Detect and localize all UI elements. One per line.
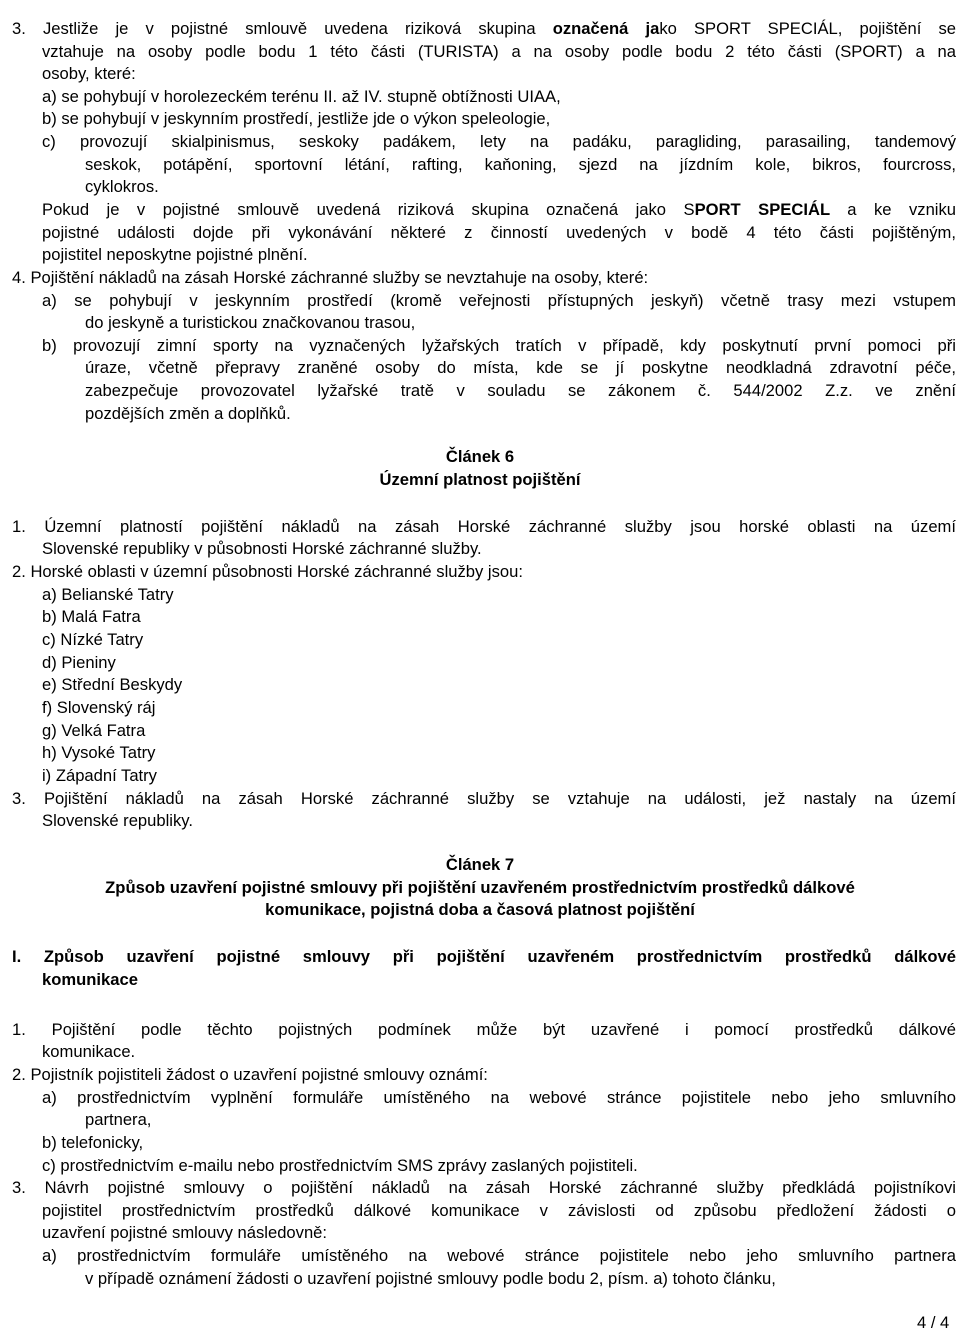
text-line: 3. Jestliže je v pojistné smlouvě uvedena riziková skupina označená jako SPORT SPECIÁL, pojištění se: [12, 19, 956, 38]
text-line: pojistné události dojde při vykonávání některé z činností uvedených v bodě 4 této části pojištěným,: [42, 223, 956, 242]
text-line: a) Belianské Tatry: [42, 585, 174, 604]
text-line: zabezpečuje provozovatel lyžařské tratě v souladu se zákonem č. 544/2002 Z.z. ve znění: [85, 381, 956, 400]
text-line: a) prostřednictvím formuláře umístěného na webové stránce pojistitele nebo jeho smluvního partnera: [42, 1246, 956, 1265]
page-number: 4 / 4: [917, 1313, 950, 1332]
text-line: Pokud je v pojistné smlouvě uvedená riziková skupina označená jako SPORT SPECIÁL a ke vzniku: [42, 200, 957, 219]
text-line: seskok, potápění, sportovní létání, rafting, kaňoning, sjezd na jízdním kole, bikros, fourcross,: [85, 155, 956, 174]
bold-text: Článek 7: [445, 855, 515, 874]
text-line: vztahuje na osoby podle bodu 1 této části (TURISTA) a na osoby podle bodu 2 této části (SPORT) a na: [42, 42, 956, 61]
text-line: 1. Územní platností pojištění nákladů na zásah Horské záchranné služby jsou horské oblasti na území: [12, 517, 956, 536]
bold-text: označená ja: [535, 19, 660, 38]
text-line: e) Střední Beskydy: [42, 675, 183, 694]
section-heading-line: [0, 899, 960, 922]
bold-text: Článek 6: [445, 447, 515, 466]
section-heading-line: [0, 854, 960, 877]
text-line: c) Nízké Tatry: [42, 630, 144, 649]
text-line: b) Malá Fatra: [42, 607, 141, 626]
text-line: pozdějších změn a doplňků.: [85, 404, 291, 423]
text-line: pojistitel prostřednictvím prostředků dálkové komunikace v závislosti od způsobu předložení žádosti o: [42, 1201, 956, 1220]
bold-text: komunikace, pojistná doba a časová platnost pojištění: [265, 900, 695, 919]
text-line: 3. Návrh pojistné smlouvy o pojištění nákladů na zásah Horské záchranné služby předkládá pojistníkovi: [12, 1178, 956, 1197]
text-line: [42, 969, 138, 992]
text-line: Slovenské republiky.: [42, 811, 193, 830]
text-line: c) prostřednictvím e-mailu nebo prostřednictvím SMS zprávy zaslaných pojistiteli.: [42, 1156, 638, 1175]
text-line: komunikace.: [42, 1042, 136, 1061]
text-line: f) Slovenský ráj: [42, 698, 156, 717]
text-line: 4. Pojištění nákladů na zásah Horské záchranné služby se nevztahuje na osoby, které:: [12, 268, 649, 287]
text-line: úraze, včetně přepravy zraněné osoby do místa, kde se jí poskytne neodkladná zdravotní péče,: [85, 358, 956, 377]
text-line: b) provozují zimní sporty na vyznačených lyžařských tratích v případě, kdy poskytnutí první pomoci při: [42, 336, 956, 355]
text-line: pojistitel neposkytne pojistné plnění.: [42, 245, 308, 264]
text-line: b) telefonicky,: [42, 1133, 144, 1152]
text-line: 2. Horské oblasti v územní působnosti Horské záchranné služby jsou:: [12, 562, 523, 581]
bold-text: I. Způsob uzavření pojistné smlouvy při pojištění uzavřeném prostřednictvím prostředků dálkové: [12, 947, 956, 966]
text-line: [12, 946, 956, 969]
text-line: do jeskyně a turistickou značkovanou trasou,: [85, 313, 416, 332]
text-line: a) prostřednictvím vyplnění formuláře umístěného na webové stránce pojistitele nebo jeho smluvního: [42, 1088, 956, 1107]
text-line: v případě oznámení žádosti o uzavření pojistné smlouvy podle bodu 2, písm. a) tohoto článku,: [85, 1269, 776, 1288]
text-line: h) Vysoké Tatry: [42, 743, 156, 762]
text-line: a) se pohybují v jeskynním prostředí (kromě veřejnosti přístupných jeskyň) včetně trasy mezi vstupem: [42, 291, 956, 310]
text-line: partnera,: [85, 1110, 152, 1129]
text-line: uzavření pojistné smlouvy následovně:: [42, 1223, 328, 1242]
text-line: g) Velká Fatra: [42, 721, 146, 740]
text-line: 2. Pojistník pojistiteli žádost o uzavření pojistné smlouvy oznámí:: [12, 1065, 488, 1084]
text-line: 3. Pojištění nákladů na zásah Horské záchranné služby se vztahuje na události, jež nastaly na území: [12, 789, 956, 808]
section-heading-line: [0, 446, 960, 469]
bold-text: komunikace: [42, 970, 138, 989]
section-heading-line: [0, 877, 960, 900]
bold-text: PORT SPECIÁL: [694, 200, 848, 219]
text-line: osoby, které:: [42, 64, 136, 83]
text-line: i) Západní Tatry: [42, 766, 157, 785]
text-line: a) se pohybují v horolezeckém terénu II. až IV. stupně obtížnosti UIAA,: [42, 87, 561, 106]
text-line: d) Pieniny: [42, 653, 116, 672]
section-heading-line: [0, 469, 960, 492]
text-line: cyklokros.: [85, 177, 159, 196]
bold-text: Územní platnost pojištění: [379, 470, 581, 489]
bold-text: Způsob uzavření pojistné smlouvy při pojištění uzavřeném prostřednictvím prostředků dálkové: [105, 878, 855, 897]
text-line: 1. Pojištění podle těchto pojistných podmínek může být uzavřené i pomocí prostředků dálkové: [12, 1020, 956, 1039]
text-line: Slovenské republiky v působnosti Horské záchranné služby.: [42, 539, 482, 558]
text-line: b) se pohybují v jeskynním prostředí, jestliže jde o výkon speleologie,: [42, 109, 551, 128]
text-line: c) provozují skialpinismus, seskoky padákem, lety na padáku, paragliding, parasailing, tandemový: [42, 132, 956, 151]
